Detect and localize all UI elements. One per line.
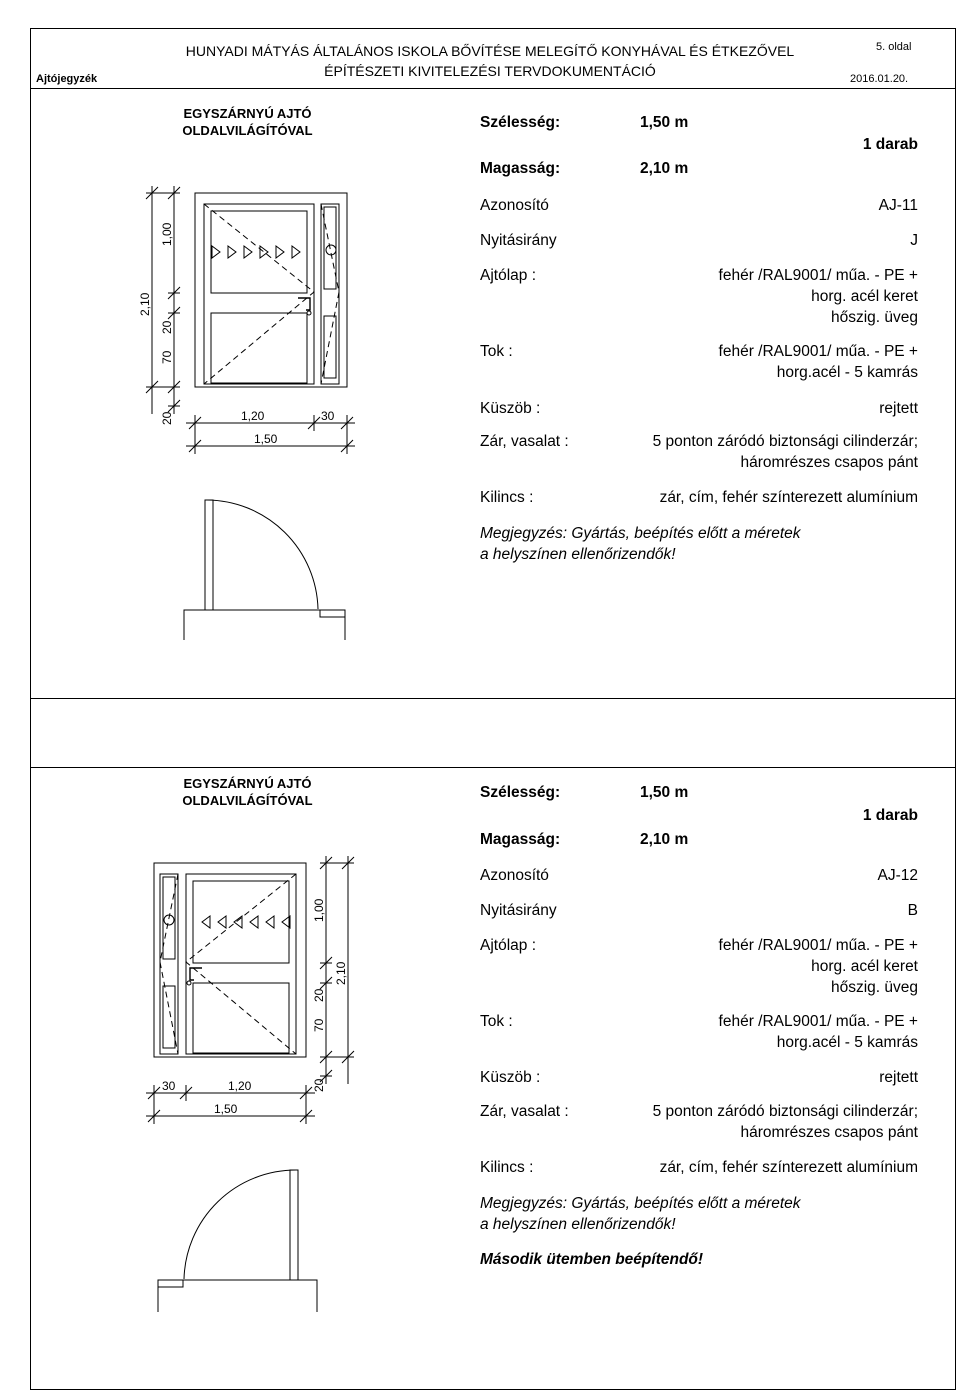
door2-lock-value-1: 5 ponton záródó biztonsági cilinderzár; bbox=[652, 1103, 918, 1120]
door1-threshold-value: rejtett bbox=[879, 400, 918, 417]
door2-height-label: Magasság: bbox=[480, 831, 561, 848]
door2-height-value: 2,10 m bbox=[640, 831, 689, 848]
door1-dim-base: 20 bbox=[160, 411, 174, 425]
door1-id-value: AJ-11 bbox=[878, 197, 918, 214]
door2-dim-total-width: 1,50 bbox=[214, 1102, 238, 1116]
door1-handle-value: zár, cím, fehér színterezett alumínium bbox=[659, 489, 918, 506]
door1-dim-mid: 20 bbox=[160, 320, 174, 334]
door1-upper-glass bbox=[211, 211, 307, 293]
door2-dim-total-h: 2,10 bbox=[334, 961, 348, 985]
door1-threshold-label: Küszöb : bbox=[480, 400, 541, 417]
door1-frame-value-1: fehér /RAL9001/ műa. - PE + bbox=[718, 343, 918, 360]
door2-title-line2: OLDALVILÁGÍTÓVAL bbox=[182, 793, 313, 808]
door2-width-value: 1,50 m bbox=[640, 784, 689, 801]
door1-title-line1: EGYSZÁRNYÚ AJTÓ bbox=[183, 106, 312, 121]
door2-lower-glass bbox=[193, 983, 289, 1053]
door1-dim-side-width: 30 bbox=[321, 409, 335, 423]
issue-date: 2016.01.20. bbox=[850, 73, 909, 85]
doc-type-label: Ajtójegyzék bbox=[36, 73, 98, 85]
door2-direction-label: Nyitásirány bbox=[480, 902, 557, 919]
door1-leaf-label: Ajtólap : bbox=[480, 267, 537, 284]
door2-leaf-value-3: hőszig. üveg bbox=[830, 979, 918, 996]
door2-leaf bbox=[186, 874, 296, 1054]
door1-height-label: Magasság: bbox=[480, 160, 561, 177]
door1-width-label: Szélesség: bbox=[480, 114, 561, 131]
door2-direction-value: B bbox=[907, 902, 918, 919]
door2-dim-mid: 20 bbox=[312, 988, 326, 1002]
door1-dim-total-h: 2,10 bbox=[138, 292, 152, 316]
door2-frame-value-1: fehér /RAL9001/ műa. - PE + bbox=[718, 1013, 918, 1030]
door1-sidelight-lower bbox=[324, 316, 336, 378]
door2-threshold-value: rejtett bbox=[879, 1069, 918, 1086]
door1-plan bbox=[184, 500, 345, 640]
door2-note-line2: a helyszínen ellenőrizendők! bbox=[480, 1216, 676, 1233]
door2-leaf-value-2: horg. acél keret bbox=[811, 958, 918, 975]
door2-dim-base: 20 bbox=[312, 1078, 326, 1092]
door1-lower-glass bbox=[211, 313, 307, 383]
door1-glass-markers bbox=[212, 246, 300, 258]
door2-handle-label: Kilincs : bbox=[480, 1159, 534, 1176]
door1-swing-arc bbox=[207, 500, 318, 609]
door2-width-label: Szélesség: bbox=[480, 784, 561, 801]
door2-note-line3: Második ütemben beépítendő! bbox=[480, 1251, 704, 1268]
door2-upper-glass bbox=[193, 881, 289, 963]
door1-dim-leaf-width: 1,20 bbox=[241, 409, 265, 423]
door2-dim-side-width: 30 bbox=[162, 1079, 176, 1093]
door1-frame-label: Tok : bbox=[480, 343, 513, 360]
door2-id-value: AJ-12 bbox=[877, 867, 918, 884]
door2-dim-upper: 1,00 bbox=[312, 898, 326, 922]
door1-title-line2: OLDALVILÁGÍTÓVAL bbox=[182, 123, 313, 138]
door1-note-line2: a helyszínen ellenőrizendők! bbox=[480, 546, 676, 563]
door2-opening-lines bbox=[186, 874, 296, 1054]
door1-dim-lower: 70 bbox=[160, 350, 174, 364]
door2-leaf-value-1: fehér /RAL9001/ műa. - PE + bbox=[718, 937, 918, 954]
door2-dim-lower: 70 bbox=[312, 1018, 326, 1032]
door1-lock-value-1: 5 ponton záródó biztonsági cilinderzár; bbox=[652, 433, 918, 450]
page-number: 5. oldal bbox=[876, 41, 912, 53]
door1-opening-lines bbox=[204, 204, 314, 384]
door2-frame-value-2: horg.acél - 5 kamrás bbox=[776, 1034, 918, 1051]
door1-width-value: 1,50 m bbox=[640, 114, 689, 131]
door1-lock-value-2: háromrészes csapos pánt bbox=[740, 454, 918, 471]
door2-count: 1 darab bbox=[862, 807, 918, 824]
door2-title-line1: EGYSZÁRNYÚ AJTÓ bbox=[183, 776, 312, 791]
door1-lock-label: Zár, vasalat : bbox=[480, 433, 569, 450]
door1-dim-upper: 1,00 bbox=[160, 222, 174, 246]
door2-frame-outline bbox=[154, 863, 306, 1057]
door2-plan bbox=[158, 1170, 317, 1312]
door1-leaf bbox=[204, 204, 314, 384]
door1-leaf-value-2: horg. acél keret bbox=[811, 288, 918, 305]
project-title-line2: ÉPÍTÉSZETI KIVITELEZÉSI TERVDOKUMENTÁCIÓ bbox=[324, 63, 656, 79]
door1-handle-label: Kilincs : bbox=[480, 489, 534, 506]
door2-elevation bbox=[0, 700, 960, 1396]
door2-threshold-label: Küszöb : bbox=[480, 1069, 541, 1086]
door2-frame-label: Tok : bbox=[480, 1013, 513, 1030]
door2-swing-arc bbox=[184, 1170, 296, 1279]
door2-sidelight-lower bbox=[163, 986, 175, 1048]
door2-lock-label: Zár, vasalat : bbox=[480, 1103, 569, 1120]
door1-height-value: 2,10 m bbox=[640, 160, 689, 177]
door1-frame-value-2: horg.acél - 5 kamrás bbox=[776, 364, 918, 381]
door1-id-label: Azonosító bbox=[480, 197, 549, 214]
door2-leaf-label: Ajtólap : bbox=[480, 937, 537, 954]
door2-note-line1: Megjegyzés: Gyártás, beépítés előtt a méretek bbox=[480, 1195, 801, 1212]
door1-count: 1 darab bbox=[862, 136, 918, 153]
door1-direction-label: Nyitásirány bbox=[480, 232, 557, 249]
door2-glass-markers bbox=[202, 916, 290, 928]
door1-direction-value: J bbox=[910, 232, 918, 249]
door1-leaf-value-3: hőszig. üveg bbox=[830, 309, 918, 326]
door2-id-label: Azonosító bbox=[480, 867, 549, 884]
project-title-line1: HUNYADI MÁTYÁS ÁLTALÁNOS ISKOLA BŐVÍTÉSE MELEGÍTŐ KONYHÁVAL ÉS ÉTKEZŐVEL bbox=[185, 43, 795, 59]
door2-lock-value-2: háromrészes csapos pánt bbox=[740, 1124, 918, 1141]
door1-dim-total-width: 1,50 bbox=[254, 432, 278, 446]
door1-leaf-value-1: fehér /RAL9001/ műa. - PE + bbox=[718, 267, 918, 284]
door1-note-line1: Megjegyzés: Gyártás, beépítés előtt a méretek bbox=[480, 525, 801, 542]
door2-handle-value: zár, cím, fehér színterezett alumínium bbox=[659, 1159, 918, 1176]
door2-dim-leaf-width: 1,20 bbox=[228, 1079, 252, 1093]
